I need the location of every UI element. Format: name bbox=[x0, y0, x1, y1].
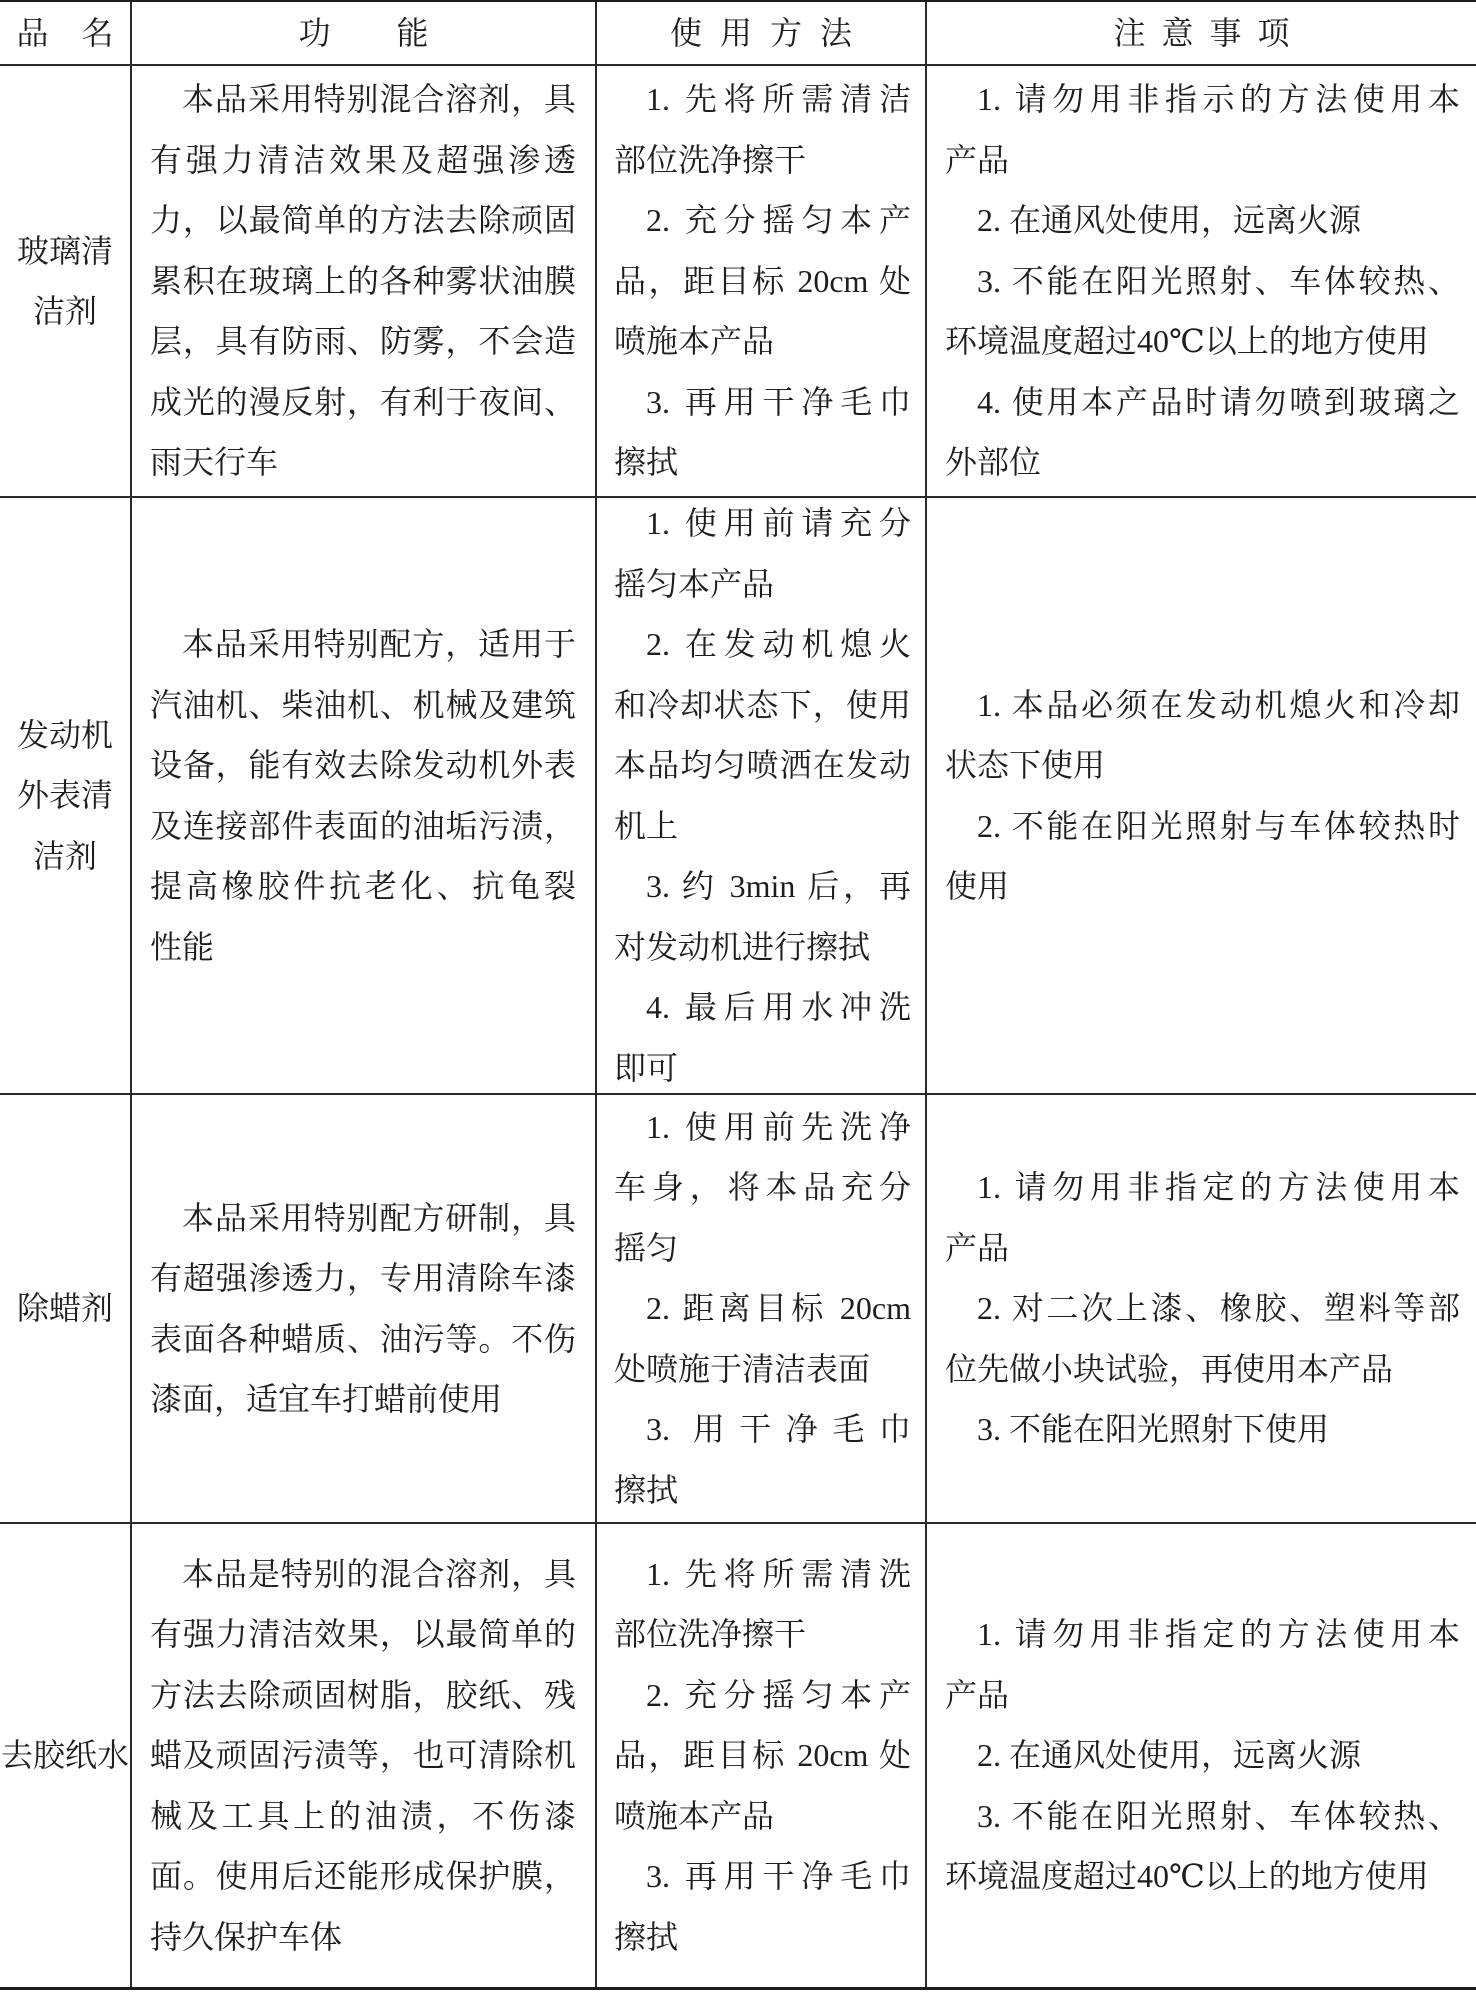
usage-item bbox=[614, 1544, 911, 1665]
notes-line: 4. 使用本产品时请勿喷到玻璃之 bbox=[977, 383, 1460, 420]
usage-line: 2. 充分摇匀本产 bbox=[646, 1676, 911, 1713]
function-line: 成光的漫反射，有利于夜间、 bbox=[150, 383, 576, 420]
product-name-content bbox=[0, 705, 130, 887]
function-content bbox=[150, 1544, 576, 1968]
notes-content bbox=[945, 675, 1460, 917]
product-name-content bbox=[0, 221, 130, 342]
usage-line: 部位洗净擦干 bbox=[614, 1616, 807, 1653]
function-line: 本品采用特别混合溶剂，具 bbox=[182, 81, 576, 118]
product-name-cell bbox=[0, 498, 132, 1095]
usage-item bbox=[614, 856, 911, 977]
function-line: 雨天行车 bbox=[150, 444, 279, 481]
function-cell bbox=[132, 1095, 597, 1524]
function-line: 及连接部件表面的油垢污渍， bbox=[150, 807, 576, 844]
function-item bbox=[150, 1544, 576, 1968]
notes-line: 2. 在通风处使用，远离火源 bbox=[977, 202, 1362, 239]
product-name-content bbox=[0, 1278, 130, 1339]
notes-line: 3. 不能在阳光照射下使用 bbox=[977, 1411, 1330, 1448]
usage-line: 品，距目标 20cm 处 bbox=[614, 262, 911, 299]
notes-line: 外部位 bbox=[945, 444, 1042, 481]
product-name-line: 洁剂 bbox=[32, 837, 97, 874]
function-content bbox=[150, 69, 576, 493]
product-name-cell bbox=[0, 1524, 132, 1987]
usage-line: 3. 用干净毛巾 bbox=[646, 1411, 911, 1448]
header-label: 功 能 bbox=[298, 15, 429, 51]
function-content bbox=[150, 1188, 576, 1430]
usage-content bbox=[614, 69, 911, 493]
usage-line: 机上 bbox=[614, 807, 679, 844]
usage-line: 品，距目标 20cm 处 bbox=[614, 1737, 911, 1774]
usage-line: 4. 最后用水冲洗 bbox=[646, 989, 911, 1025]
notes-cell bbox=[927, 498, 1476, 1095]
usage-line: 2. 距离目标 20cm bbox=[646, 1290, 911, 1327]
notes-content bbox=[945, 1157, 1460, 1460]
notes-line: 状态下使用 bbox=[945, 747, 1106, 783]
notes-item bbox=[945, 1399, 1460, 1460]
function-line: 汽油机、柴油机、机械及建筑 bbox=[150, 686, 576, 723]
function-line: 面。使用后还能形成保护膜， bbox=[150, 1858, 576, 1895]
function-line: 有强力清洁效果及超强渗透 bbox=[150, 141, 576, 178]
usage-line: 3. 再用干净毛巾 bbox=[646, 1858, 911, 1895]
usage-item bbox=[614, 1665, 911, 1847]
usage-line: 1. 使用前先洗净 bbox=[646, 1108, 911, 1145]
product-name-cell bbox=[0, 66, 132, 498]
notes-content bbox=[945, 1604, 1460, 1907]
function-line: 本品是特别的混合溶剂，具 bbox=[182, 1555, 576, 1592]
header-notes bbox=[927, 2, 1476, 66]
usage-cell bbox=[597, 66, 927, 498]
usage-content bbox=[614, 1097, 911, 1521]
usage-cell bbox=[597, 1095, 927, 1524]
product-name-cell bbox=[0, 1095, 132, 1524]
function-cell bbox=[132, 498, 597, 1095]
function-cell bbox=[132, 1524, 597, 1987]
header-product-name bbox=[0, 2, 132, 66]
notes-line: 1. 本品必须在发动机熄火和冷却 bbox=[977, 686, 1460, 723]
usage-line: 即可 bbox=[614, 1049, 679, 1086]
notes-item bbox=[945, 1157, 1460, 1278]
notes-line: 2. 对二次上漆、橡胶、塑料等部 bbox=[977, 1290, 1460, 1327]
function-line: 漆面，适宜车打蜡前使用 bbox=[150, 1381, 503, 1417]
notes-line: 1. 请勿用非指定的方法使用本 bbox=[977, 1616, 1460, 1653]
usage-cell bbox=[597, 498, 927, 1095]
notes-item bbox=[945, 251, 1460, 372]
usage-line: 部位洗净擦干 bbox=[614, 141, 807, 178]
usage-line: 1. 先将所需清洗 bbox=[646, 1555, 911, 1592]
function-line: 本品采用特别配方，适用于 bbox=[182, 626, 576, 662]
notes-line: 3. 不能在阳光照射、车体较热、 bbox=[977, 1797, 1460, 1834]
usage-item bbox=[614, 977, 911, 1098]
function-line: 持久保护车体 bbox=[150, 1918, 343, 1955]
function-line: 提高橡胶件抗老化、抗龟裂 bbox=[150, 868, 576, 904]
header-label: 品 名 bbox=[16, 15, 114, 51]
usage-item bbox=[614, 493, 911, 614]
notes-line: 环境温度超过40℃以上的地方使用 bbox=[945, 323, 1429, 360]
function-line: 械及工具上的油渍，不伤漆 bbox=[150, 1797, 576, 1834]
function-item bbox=[150, 69, 576, 493]
usage-line: 擦拭 bbox=[614, 444, 679, 481]
notes-content bbox=[945, 69, 1460, 493]
function-cell bbox=[132, 66, 597, 498]
function-line: 层，具有防雨、防雾，不会造 bbox=[150, 323, 576, 360]
notes-line: 产品 bbox=[945, 1676, 1010, 1713]
function-line: 性能 bbox=[150, 928, 215, 965]
notes-item bbox=[945, 190, 1460, 251]
usage-line: 车身，将本品充分 bbox=[614, 1169, 911, 1206]
usage-item bbox=[614, 1097, 911, 1279]
function-line: 蜡及顽固污渍等，也可清除机 bbox=[150, 1737, 576, 1774]
product-name-line: 外表清 bbox=[16, 777, 113, 814]
function-line: 本品采用特别配方研制，具 bbox=[182, 1199, 576, 1236]
usage-content bbox=[614, 1544, 911, 1968]
usage-line: 2. 在发动机熄火 bbox=[646, 626, 911, 662]
usage-line: 和冷却状态下，使用 bbox=[614, 686, 911, 723]
function-line: 有强力清洁效果，以最简单的 bbox=[150, 1616, 576, 1653]
usage-item bbox=[614, 614, 911, 856]
notes-item bbox=[945, 1278, 1460, 1399]
usage-line: 3. 再用干净毛巾 bbox=[646, 383, 911, 420]
notes-line: 2. 在通风处使用，远离火源 bbox=[977, 1737, 1362, 1774]
notes-cell bbox=[927, 66, 1476, 498]
usage-line: 擦拭 bbox=[614, 1918, 679, 1955]
usage-line: 1. 使用前请充分 bbox=[646, 505, 911, 541]
product-name-line: 玻璃清 bbox=[16, 232, 113, 269]
usage-item bbox=[614, 1278, 911, 1399]
function-line: 设备，能有效去除发动机外表 bbox=[150, 747, 576, 783]
usage-cell bbox=[597, 1524, 927, 1987]
function-line: 累积在玻璃上的各种雾状油膜 bbox=[150, 262, 576, 299]
product-name-line: 去胶纸水 bbox=[0, 1737, 129, 1774]
usage-content bbox=[614, 493, 911, 1098]
header-label: 使 用 方 法 bbox=[669, 15, 852, 51]
notes-cell bbox=[927, 1095, 1476, 1524]
usage-line: 喷施本产品 bbox=[614, 1797, 775, 1834]
usage-line: 1. 先将所需清洁 bbox=[646, 81, 911, 118]
usage-item bbox=[614, 1399, 911, 1520]
function-item bbox=[150, 1188, 576, 1430]
usage-line: 本品均匀喷洒在发动 bbox=[614, 747, 911, 783]
product-name-line: 除蜡剂 bbox=[16, 1290, 113, 1327]
product-name-line: 洁剂 bbox=[32, 293, 97, 329]
product-name-content bbox=[0, 1725, 130, 1786]
usage-line: 擦拭 bbox=[614, 1471, 679, 1508]
function-content bbox=[150, 614, 576, 977]
usage-line: 对发动机进行擦拭 bbox=[614, 928, 871, 965]
function-line: 有超强渗透力，专用清除车漆 bbox=[150, 1260, 576, 1296]
notes-line: 3. 不能在阳光照射、车体较热、 bbox=[977, 262, 1460, 299]
usage-item bbox=[614, 69, 911, 190]
function-line: 力，以最简单的方法去除顽固 bbox=[150, 202, 576, 239]
notes-line: 位先做小块试验，再使用本产品 bbox=[945, 1350, 1394, 1387]
usage-line: 处喷施于清洁表面 bbox=[614, 1350, 871, 1387]
usage-line: 摇匀本产品 bbox=[614, 565, 775, 602]
header-label: 注 意 事 项 bbox=[1113, 15, 1290, 51]
notes-item bbox=[945, 1786, 1460, 1907]
notes-item bbox=[945, 1604, 1460, 1725]
notes-line: 2. 不能在阳光照射与车体较热时 bbox=[977, 807, 1460, 844]
notes-item bbox=[945, 1725, 1460, 1786]
header-usage bbox=[597, 2, 927, 66]
usage-line: 喷施本产品 bbox=[614, 323, 775, 360]
function-line: 表面各种蜡质、油污等。不伤 bbox=[150, 1320, 576, 1357]
notes-item bbox=[945, 796, 1460, 917]
notes-line: 1. 请勿用非指定的方法使用本 bbox=[977, 1169, 1460, 1206]
function-item bbox=[150, 614, 576, 977]
usage-item bbox=[614, 1846, 911, 1967]
product-name-line: 发动机 bbox=[16, 716, 113, 753]
function-line: 方法去除顽固树脂，胶纸、残 bbox=[150, 1676, 576, 1713]
notes-line: 使用 bbox=[945, 868, 1010, 904]
notes-item bbox=[945, 675, 1460, 796]
notes-cell bbox=[927, 1524, 1476, 1987]
usage-line: 3. 约 3min 后，再 bbox=[646, 868, 911, 904]
header-function bbox=[132, 2, 597, 66]
usage-line: 2. 充分摇匀本产 bbox=[646, 202, 911, 239]
usage-line: 摇匀 bbox=[614, 1229, 679, 1266]
notes-line: 产品 bbox=[945, 141, 1010, 178]
notes-item bbox=[945, 69, 1460, 190]
notes-line: 环境温度超过40℃以上的地方使用 bbox=[945, 1858, 1429, 1895]
notes-line: 产品 bbox=[945, 1229, 1010, 1266]
usage-item bbox=[614, 190, 911, 372]
notes-item bbox=[945, 372, 1460, 493]
notes-line: 1. 请勿用非指示的方法使用本 bbox=[977, 81, 1460, 118]
usage-item bbox=[614, 372, 911, 493]
